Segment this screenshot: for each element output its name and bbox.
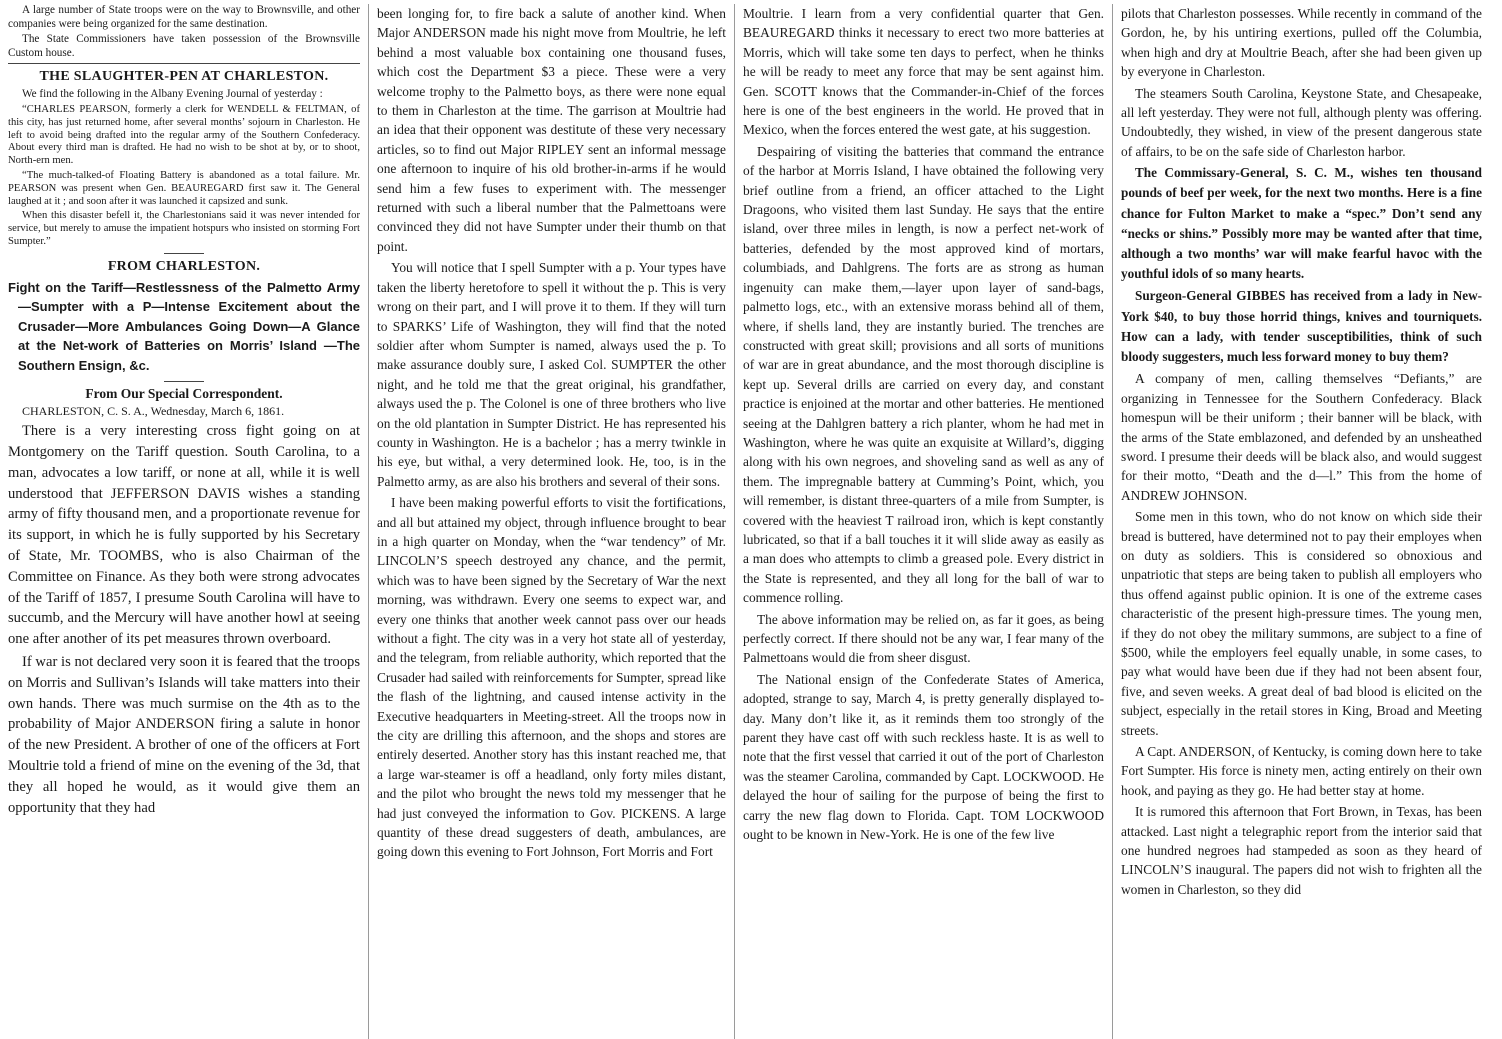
correspondent-byline: From Our Special Correspondent. (85, 386, 283, 402)
slaughter-pen-quote (8, 104, 360, 249)
article-paragraph: The above information may be relied on, as far it goes, as being perfectly correct. If there should not be any war, I fear many of the Palmettoans would die from sheer disgust. (743, 611, 1104, 666)
section-divider (164, 381, 204, 382)
brownsville-troops-paragraph: A large number of State troops were on the way to Brownsville, and other companies were being organized for the same destination. (8, 4, 360, 30)
article-paragraph: pilots that Charleston possesses. While recently in command of the Gordon, he, by his untiring exertions, pulled off the Columbia, when high and dry at Moultrie Beach, after she had been given up by everyone in Charleston. (1121, 6, 1482, 80)
column-rule (8, 63, 360, 64)
article-paragraph: There is a very interesting cross fight going on at Montgomery on the Tariff question. South Carolina, to a man, advocates a low tariff, or none at all, while it is well understood that JEFFERSON DAVIS wishes a standing army of fifty thousand men, and a proportionate revenue for its support, in which he is fully supported by his Secretary of State, Mr. TOOMBS, who is also Chairman of the Committee on Finance. As they both were strong advocates of the Tariff of 1857, I presume South Carolina will have to succumb, and the Mercury will have another howl at seeing one after another of its pet measures thrown overboard. (8, 423, 360, 648)
article-paragraph: The National ensign of the Confederate States of America, adopted, strange to say, March 4, is pretty generally displayed to-day. Many don’t like it, as it reminds them too strongly of the parent they have cast off with such reckless haste. It is as well to note that the first vessel that carried it out of the port of Charleston was the steamer Carolina, commanded by Capt. LOCKWOOD. He delayed the hour of sailing for the purpose of being the first to carry the new flag down to Florida. Capt. TOM LOCKWOOD ought to be known in New-York. He is one of the few live (743, 671, 1104, 843)
article-subheadline: Fight on the Tariff—Restlessness of the Palmetto Army—Sumpter with a P—Intense Excitement about the Crusader—More Ambulances Going Down—A Glance at the Net-work of Batteries on Morris’ Island —The Southern Ensign, &c. (8, 279, 360, 373)
article-paragraph: A Capt. ANDERSON, of Kentucky, is coming down here to take Fort Sumpter. His force is ninety men, acting entirely on their own hook, and paying as they go. He had better stay at home. (1121, 744, 1482, 798)
quote-paragraph: “The much-talked-of Floating Battery is abandoned as a total failure. Mr. PEARSON was present when Gen. BEAUREGARD first saw it. The General laughed at it ; and soon after it was launched it capsized and sunk. (8, 169, 360, 207)
article-paragraph: The Commissary-General, S. C. M., wishes ten thousand pounds of beef per week, for the next two months. Here is a fine chance for Fulton Market to make a “spec.” Don’t send any “necks or shins.” Possibly more may be wanted after that time, although a two months’ war will make fearful havoc with the youthful idols of so many hearts. (1121, 165, 1482, 282)
article-paragraph: I have been making powerful efforts to visit the fortifications, and all but attained my object, through influence brought to bear in a high quarter on Monday, when the “war tendency” of Mr. LINCOLN’S speech destroyed any chance, and the permit, which was to have been signed by the Secretary of War the next morning, was withdrawn. Every one seems to expect war, and every one thinks that another week cannot pass over our heads without a fight. The city was in a very hot state all of yesterday, and the telegram, from reliable authority, which reported that the Crusader had sailed with reinforcements for Sumpter, spread like the flash of the lightning, and caused intense activity in the Executive headquarters in Meeting-street. All the troops now in the city are drilling this afternoon, and the shops and stores are entirely deserted. Another story has this instant reached me, that a large war-steamer is off a headland, only forty miles distant, and the pilot who brought the news told my messenger that he had just conveyed the information to Gov. PICKENS. A large quantity of these dread suggesters of death, ambulances, are going down this evening to Fort Johnson, Fort Morris and Fort (377, 495, 726, 860)
article-paragraph: If war is not declared very soon it is feared that the troops on Morris and Sullivan’s Islands will take matters into their own hands. There was much surmise on the 4th as to the probability of Major ANDERSON firing a salute in honor of the new President. A brother of one of the officers at Fort Moultrie told a friend of mine on the evening of the 3d, that they all hoped he would, as it would give them an opportunity that they had (8, 654, 360, 816)
custom-house-paragraph: The State Commissioners have taken possession of the Brownsville Custom house. (8, 33, 360, 59)
quote-paragraph: “CHARLES PEARSON, formerly a clerk for WENDELL & FELTMAN, of this city, has just returned home, after several months’ sojourn in Charleston. He left to avoid being drafted into the regular army of the Southern Confederacy. About every third man is drafted. He had no wish to be shot at by, or to shoot, North-ern men. (8, 103, 360, 167)
article-paragraph: been longing for, to fire back a salute of another kind. When Major ANDERSON made his night move from Moultrie, he left behind a most valuable box containing one thousand fuses, which cost the Department $3 a piece. These were a very welcome trophy to the Palmetto boys, as there were none equal to them in Charleston at the time. The garrison at Moultrie had an idea that their opponent was destitute of these very necessary articles, so to find out Major RIPLEY sent an informal message one afternoon to inquire of his old brother-in-arms if he would send him a few fuses to experiment with. The messenger returned with such a liberal number that the Palmettoans were convinced they did not have Sumpter under their thumb on that point. (377, 6, 726, 254)
column-3 (734, 4, 1112, 1039)
quote-paragraph: When this disaster befell it, the Charlestonians said it was never intended for service, but merely to amuse the impatient hotspurs who insisted on storming Fort Sumpter.” (8, 210, 360, 247)
from-charleston-headline: FROM CHARLESTON. (107, 258, 261, 274)
column-2 (368, 4, 734, 1039)
article-paragraph: Surgeon-General GIBBES has received from a lady in New-York $40, to buy those horrid things, knives and tourniquets. How can a lady, with tender susceptibilities, think of such bloody suggesters, much less forward money to buy them? (1121, 288, 1482, 365)
column-4 (1112, 4, 1490, 1039)
article-paragraph: It is rumored this afternoon that Fort Brown, in Texas, has been attacked. Last night a telegraphic report from the interior said that one hundred negroes had stampeded as soon as they heard of LINCOLN’S inaugural. The papers did not wish to frighten all the women in Charleston, so they did (1121, 804, 1482, 897)
slaughter-pen-headline: THE SLAUGHTER-PEN AT CHARLESTON. (39, 69, 329, 85)
article-paragraph: A company of men, calling themselves “Defiants,” are organizing in Tennessee for the Southern Confederacy. Black homespun will be their uniform ; their banner will be black, with the arms of the State emblazoned, and defended by an unsheathed sword. I presume their deeds will be black also, and would suggest for their motto, “Death and the d—l.” This from the home of ANDREW JOHNSON. (1121, 371, 1482, 503)
article-dateline: CHARLESTON, C. S. A., Wednesday, March 6, 1861. (22, 404, 285, 419)
article-paragraph: Some men in this town, who do not know on which side their bread is buttered, have determined not to pay their employes when on duty as soldiers. This is considered so obnoxious and unpatriotic that steps are being taken to publish all employers who thus offend against public opinion. It is one of the extreme cases characteristic of the present high-pressure times. The young men, if they do not obey the military summons, are subject to a fine of $500, while the employers feel equally unable, in some cases, to pay what would have been due if they had not been absent four, five, and seven weeks. A great deal of bad blood is elicited on the subject, especially in the retail stores in King, Broad and Meeting streets. (1121, 509, 1482, 738)
article-paragraph: The steamers South Carolina, Keystone State, and Chesapeake, all left yesterday. They were not full, although plenty was offering. Undoubtedly, they wished, in view of the present dangerous state of affairs, to be on the safe side of Charleston harbor. (1121, 85, 1482, 159)
article-paragraph: Moultrie. I learn from a very confidential quarter that Gen. BEAUREGARD thinks it necessary to erect two more batteries at Morris, which will take some ten days to perfect, when he thinks he will be ready to meet any force that may be sent against him. Gen. SCOTT knows that the Commander-in-Chief of the forces here is one of the best engineers in the world. He proved that in Mexico, when the forces entered the west gate, at his suggestion. (743, 6, 1104, 138)
slaughter-pen-intro: We find the following in the Albany Evening Journal of yesterday : (22, 88, 323, 101)
section-divider (164, 253, 204, 254)
column-1 (8, 4, 368, 1039)
article-paragraph: Despairing of visiting the batteries that command the entrance of the harbor at Morris Island, I have obtained the following very brief outline from a friend, an officer attached to the Light Dragoons, who visited them last Sunday. He says that the entire island, over three miles in length, is now a perfect net-work of batteries, defended by the most approved kind of mortars, columbiads, and Dahlgrens. The forts are as strong as human ingenuity can make them,—layer upon layer of sand-bags, palmetto logs, etc., with an extensive morass behind all of them, where, if shells land, they are instantly buried. The trenches are constructed with great skill; provisions and all sorts of munitions of war are in great abundance, and the most thorough discipline is kept up. Several drills are carried on every day, and constant practice is enjoined at the mortar and other batteries. He mentioned seeing at the Dahlgren battery a rich planter, whom he had met in Washington, where he was quite an exquisite at Willard’s, digging along with his own negroes, and shoveling sand as well as any of them. The impregnable battery at Cumming’s Point, which, you will remember, is distant three-quarters of a mile from Sumpter, is covered with the heaviest T railroad iron, which is kept constantly lubricated, so that if a ball touches it it will slide away as easily as a man does who attempts to climb a greased pole. Every district in the State is represented, and they all long for the ball of war to commence rolling. (743, 143, 1104, 606)
article-paragraph: You will notice that I spell Sumpter with a p. Your types have taken the liberty heretofore to spell it without the p. This is very wrong on their part, and I will prove it to them. If they will turn to SPARKS’ Life of Washington, they will find that the noted soldier after whom Sumpter is named, always used the p. To make assurance doubly sure, I asked Col. SUMPTER the other night, and he told me that the great original, his grandfather, always used the p. The Colonel is one of three brothers who live on the old plantation in Sumpter District. He has represented his county in Washington. He is a bachelor ; has a merry twinkle in his eye, but withal, a very determined look. He, too, is in the Palmetto army, as are also his brothers and several of their sons. (377, 260, 726, 489)
